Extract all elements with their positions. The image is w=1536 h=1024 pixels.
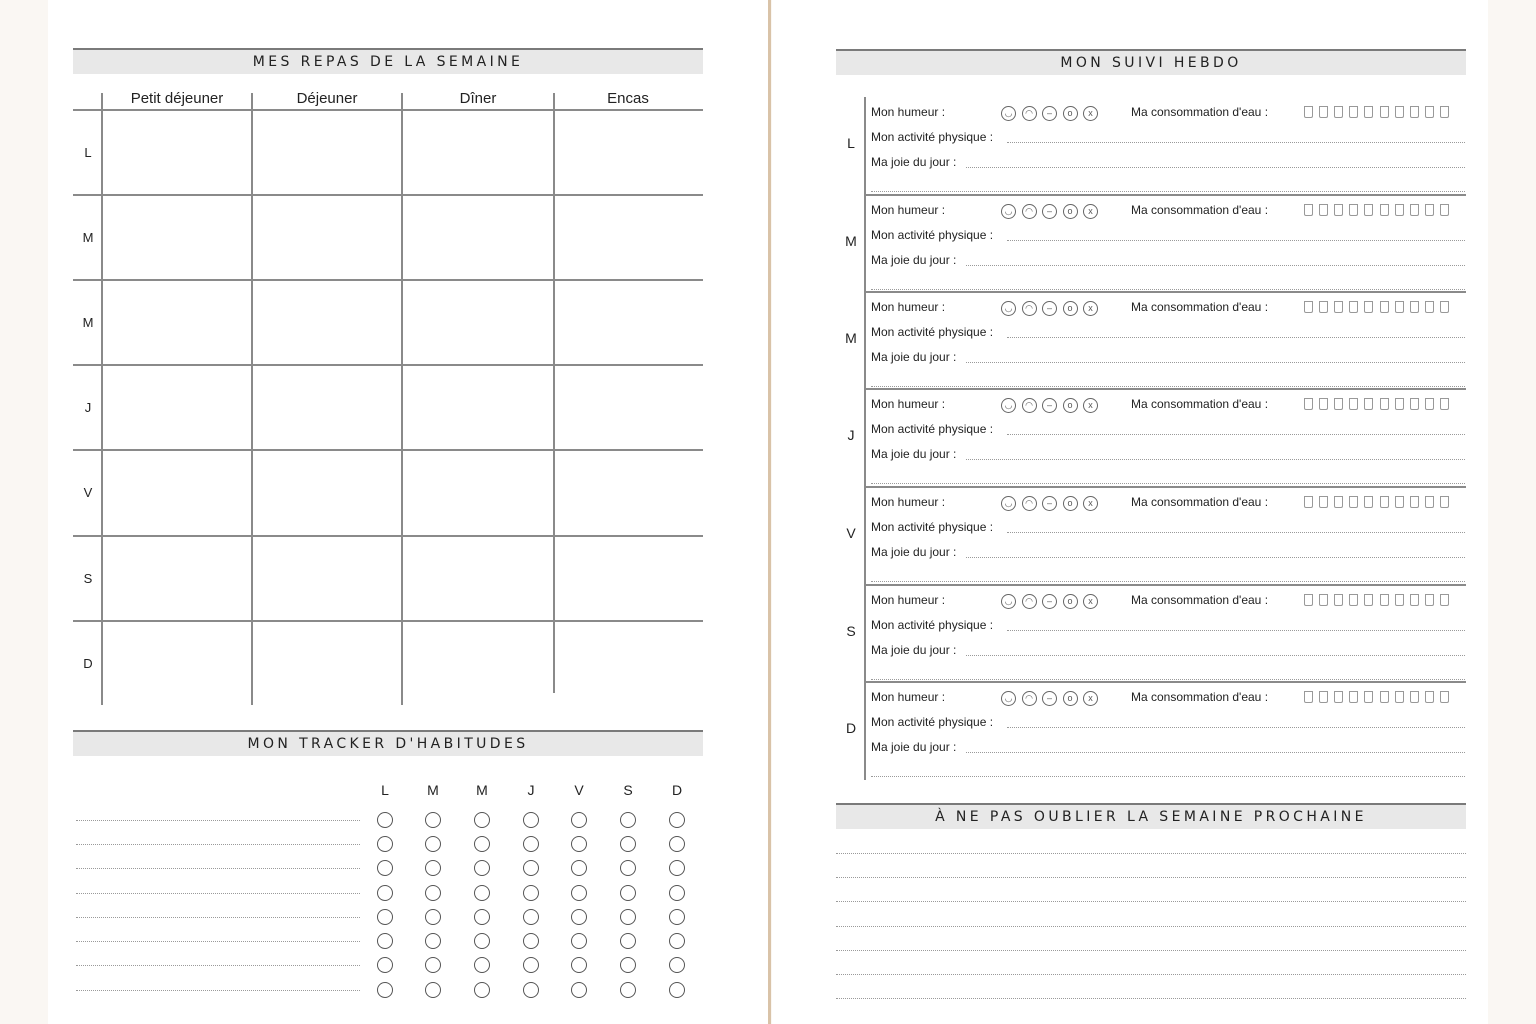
activity-label: Mon activité physique :	[871, 715, 994, 729]
neutral-icon[interactable]: –	[1042, 594, 1057, 609]
habit-checkbox[interactable]	[669, 957, 685, 973]
water-glass-icon[interactable]	[1410, 106, 1419, 118]
habit-checkbox[interactable]	[523, 836, 539, 852]
meal-cell[interactable]	[404, 366, 552, 448]
weekly-day-letter: S	[846, 622, 856, 639]
mood-label: Mon humeur :	[871, 300, 946, 314]
joy-field-extra[interactable]	[871, 679, 1465, 680]
habit-checkbox[interactable]	[620, 982, 636, 998]
water-glass-icon[interactable]	[1380, 691, 1389, 703]
habit-checkbox[interactable]	[571, 909, 587, 925]
habit-checkbox[interactable]	[474, 909, 490, 925]
neutral-icon[interactable]: –	[1042, 496, 1057, 511]
water-glass-icon[interactable]	[1364, 204, 1373, 216]
smile-icon[interactable]: ◡	[1001, 398, 1016, 413]
meal-cell[interactable]	[104, 111, 250, 193]
angry-icon[interactable]: x	[1083, 691, 1098, 706]
habit-checkbox[interactable]	[523, 957, 539, 973]
water-glass-icon[interactable]	[1319, 398, 1328, 410]
water-glass-icon[interactable]	[1349, 301, 1358, 313]
habit-name-field[interactable]	[76, 820, 360, 821]
water-glass-icon[interactable]	[1319, 594, 1328, 606]
water-label: Ma consommation d'eau :	[1131, 203, 1269, 217]
water-glass-icon[interactable]	[1364, 496, 1373, 508]
habit-checkbox[interactable]	[377, 933, 393, 949]
water-glass-icon[interactable]	[1349, 691, 1358, 703]
note-line[interactable]	[836, 926, 1466, 927]
joy-field-extra[interactable]	[871, 289, 1465, 290]
weekly-day-divider	[864, 97, 866, 780]
water-glass-icon[interactable]	[1380, 496, 1389, 508]
sad-icon[interactable]: ◠	[1022, 301, 1037, 316]
joy-field[interactable]	[966, 655, 1465, 656]
habit-day-header: M	[427, 782, 439, 798]
weekly-title: MON SUIVI HEBDO	[836, 49, 1466, 75]
water-glass-icon[interactable]	[1304, 496, 1313, 508]
meal-row-day: S	[83, 570, 93, 586]
water-glass-icon[interactable]	[1304, 398, 1313, 410]
habit-name-field[interactable]	[76, 990, 360, 991]
meal-cell[interactable]	[104, 622, 250, 704]
habit-name-field[interactable]	[76, 941, 360, 942]
surprised-icon[interactable]: o	[1063, 106, 1078, 121]
habit-checkbox[interactable]	[620, 909, 636, 925]
habit-checkbox[interactable]	[571, 860, 587, 876]
water-glass-icon[interactable]	[1380, 594, 1389, 606]
water-glass-icon[interactable]	[1364, 691, 1373, 703]
meal-cell[interactable]	[556, 622, 700, 704]
meal-cell[interactable]	[104, 451, 250, 533]
meal-cell[interactable]	[556, 366, 700, 448]
water-glass-icon[interactable]	[1440, 594, 1449, 606]
mood-label: Mon humeur :	[871, 105, 946, 119]
weekly-day-letter: J	[847, 426, 855, 443]
meal-column-line	[553, 93, 555, 693]
meal-cell[interactable]	[104, 281, 250, 363]
right-page	[772, 0, 1488, 1024]
habit-checkbox[interactable]	[425, 909, 441, 925]
water-glass-icon[interactable]	[1319, 301, 1328, 313]
sad-icon[interactable]: ◠	[1022, 106, 1037, 121]
weekly-day-separator	[866, 584, 1466, 586]
habit-checkbox[interactable]	[523, 909, 539, 925]
habit-checkbox[interactable]	[377, 909, 393, 925]
water-glass-icon[interactable]	[1349, 496, 1358, 508]
habit-checkbox[interactable]	[377, 885, 393, 901]
water-glass-icon[interactable]	[1349, 398, 1358, 410]
habit-checkbox[interactable]	[425, 836, 441, 852]
habit-checkbox[interactable]	[523, 933, 539, 949]
habit-name-field[interactable]	[76, 844, 360, 845]
habit-checkbox[interactable]	[669, 860, 685, 876]
water-glass-icon[interactable]	[1395, 106, 1404, 118]
habit-checkbox[interactable]	[571, 836, 587, 852]
water-label: Ma consommation d'eau :	[1131, 690, 1269, 704]
habit-checkbox[interactable]	[425, 933, 441, 949]
activity-field[interactable]	[1007, 240, 1465, 241]
weekly-day-letter: M	[845, 232, 857, 249]
smile-icon[interactable]: ◡	[1001, 496, 1016, 511]
activity-label: Mon activité physique :	[871, 228, 994, 242]
weekly-day-letter: V	[846, 524, 856, 541]
habit-checkbox[interactable]	[377, 957, 393, 973]
smile-icon[interactable]: ◡	[1001, 301, 1016, 316]
joy-field-extra[interactable]	[871, 581, 1465, 582]
habit-checkbox[interactable]	[571, 885, 587, 901]
water-glass-icon[interactable]	[1425, 691, 1434, 703]
meal-cell[interactable]	[404, 281, 552, 363]
joy-field-extra[interactable]	[871, 386, 1465, 387]
water-glass-icon[interactable]	[1440, 204, 1449, 216]
water-glass-icon[interactable]	[1380, 398, 1389, 410]
note-line[interactable]	[836, 853, 1466, 854]
habit-checkbox[interactable]	[571, 957, 587, 973]
joy-field[interactable]	[966, 752, 1465, 753]
joy-label: Ma joie du jour :	[871, 350, 957, 364]
habit-checkbox[interactable]	[425, 812, 441, 828]
water-glass-icon[interactable]	[1440, 106, 1449, 118]
neutral-icon[interactable]: –	[1042, 398, 1057, 413]
water-glass-icon[interactable]	[1410, 496, 1419, 508]
water-glass-icon[interactable]	[1304, 106, 1313, 118]
meal-cell[interactable]	[254, 196, 400, 278]
water-glass-icon[interactable]	[1380, 204, 1389, 216]
water-glass-icon[interactable]	[1410, 301, 1419, 313]
angry-icon[interactable]: x	[1083, 106, 1098, 121]
habit-name-field[interactable]	[76, 917, 360, 918]
meal-column-line	[101, 93, 103, 705]
meal-cell[interactable]	[404, 622, 552, 704]
smile-icon[interactable]: ◡	[1001, 691, 1016, 706]
water-label: Ma consommation d'eau :	[1131, 495, 1269, 509]
meal-cell[interactable]	[254, 366, 400, 448]
mood-label: Mon humeur :	[871, 397, 946, 411]
smile-icon[interactable]: ◡	[1001, 594, 1016, 609]
water-glass-icon[interactable]	[1334, 301, 1343, 313]
habit-checkbox[interactable]	[377, 836, 393, 852]
habit-checkbox[interactable]	[425, 860, 441, 876]
meal-cell[interactable]	[556, 451, 700, 533]
water-glass-icon[interactable]	[1319, 204, 1328, 216]
note-line[interactable]	[836, 974, 1466, 975]
water-glass-icon[interactable]	[1395, 691, 1404, 703]
meal-cell[interactable]	[404, 196, 552, 278]
habit-checkbox[interactable]	[523, 860, 539, 876]
water-glass-icon[interactable]	[1334, 594, 1343, 606]
habit-checkbox[interactable]	[620, 812, 636, 828]
habit-checkbox[interactable]	[669, 933, 685, 949]
joy-field[interactable]	[966, 167, 1465, 168]
activity-field[interactable]	[1007, 630, 1465, 631]
next-week-title: À NE PAS OUBLIER LA SEMAINE PROCHAINE	[836, 803, 1466, 829]
angry-icon[interactable]: x	[1083, 398, 1098, 413]
meal-column-header: Encas	[607, 90, 649, 107]
weekly-day-letter: M	[845, 329, 857, 346]
water-glass-icon[interactable]	[1440, 691, 1449, 703]
note-line[interactable]	[836, 998, 1466, 999]
habit-day-header: J	[527, 782, 535, 798]
water-glass-icon[interactable]	[1395, 496, 1404, 508]
surprised-icon[interactable]: o	[1063, 594, 1078, 609]
note-line[interactable]	[836, 901, 1466, 902]
smile-icon[interactable]: ◡	[1001, 204, 1016, 219]
water-glass-icon[interactable]	[1319, 691, 1328, 703]
surprised-icon[interactable]: o	[1063, 301, 1078, 316]
water-glass-icon[interactable]	[1425, 301, 1434, 313]
activity-field[interactable]	[1007, 337, 1465, 338]
joy-label: Ma joie du jour :	[871, 740, 957, 754]
water-glass-icon[interactable]	[1319, 106, 1328, 118]
habit-checkbox[interactable]	[669, 885, 685, 901]
mood-label: Mon humeur :	[871, 593, 946, 607]
meal-cell[interactable]	[254, 281, 400, 363]
water-glass-icon[interactable]	[1410, 594, 1419, 606]
habit-checkbox[interactable]	[474, 957, 490, 973]
habit-checkbox[interactable]	[620, 836, 636, 852]
neutral-icon[interactable]: –	[1042, 204, 1057, 219]
joy-label: Ma joie du jour :	[871, 643, 957, 657]
smile-icon[interactable]: ◡	[1001, 106, 1016, 121]
surprised-icon[interactable]: o	[1063, 398, 1078, 413]
water-glass-icon[interactable]	[1410, 691, 1419, 703]
activity-label: Mon activité physique :	[871, 325, 994, 339]
water-glass-icon[interactable]	[1304, 594, 1313, 606]
water-glass-icon[interactable]	[1319, 496, 1328, 508]
note-line[interactable]	[836, 877, 1466, 878]
water-glass-icon[interactable]	[1334, 691, 1343, 703]
weekly-day-separator	[866, 388, 1466, 390]
meal-row-day: D	[83, 655, 93, 671]
water-glass-icon[interactable]	[1334, 204, 1343, 216]
activity-field[interactable]	[1007, 142, 1465, 143]
neutral-icon[interactable]: –	[1042, 301, 1057, 316]
meal-column-header: Déjeuner	[296, 90, 358, 107]
joy-label: Ma joie du jour :	[871, 447, 957, 461]
habit-checkbox[interactable]	[425, 957, 441, 973]
habit-checkbox[interactable]	[571, 933, 587, 949]
habit-name-field[interactable]	[76, 868, 360, 869]
meal-cell[interactable]	[254, 451, 400, 533]
habit-checkbox[interactable]	[620, 957, 636, 973]
joy-field-extra[interactable]	[871, 776, 1465, 777]
habit-checkbox[interactable]	[571, 812, 587, 828]
water-glass-icon[interactable]	[1304, 691, 1313, 703]
habits-title: MON TRACKER D'HABITUDES	[73, 730, 703, 756]
activity-label: Mon activité physique :	[871, 422, 994, 436]
habit-day-header: L	[381, 782, 389, 798]
habit-checkbox[interactable]	[474, 885, 490, 901]
joy-label: Ma joie du jour :	[871, 545, 957, 559]
habit-day-header: V	[574, 782, 584, 798]
activity-field[interactable]	[1007, 727, 1465, 728]
water-label: Ma consommation d'eau :	[1131, 105, 1269, 119]
activity-field[interactable]	[1007, 434, 1465, 435]
habit-checkbox[interactable]	[620, 933, 636, 949]
habit-checkbox[interactable]	[620, 860, 636, 876]
water-glass-icon[interactable]	[1364, 594, 1373, 606]
water-glass-icon[interactable]	[1425, 594, 1434, 606]
angry-icon[interactable]: x	[1083, 594, 1098, 609]
meal-column-line	[401, 93, 403, 705]
meal-row-day: J	[84, 399, 92, 415]
sad-icon[interactable]: ◠	[1022, 691, 1037, 706]
water-glass-icon[interactable]	[1349, 594, 1358, 606]
water-glass-icon[interactable]	[1440, 301, 1449, 313]
joy-field[interactable]	[966, 265, 1465, 266]
meal-row-day: M	[82, 229, 94, 245]
habit-checkbox[interactable]	[474, 860, 490, 876]
water-glass-icon[interactable]	[1364, 106, 1373, 118]
sad-icon[interactable]: ◠	[1022, 496, 1037, 511]
meal-cell[interactable]	[556, 537, 700, 619]
habit-checkbox[interactable]	[669, 909, 685, 925]
surprised-icon[interactable]: o	[1063, 691, 1078, 706]
water-glass-icon[interactable]	[1410, 398, 1419, 410]
water-glass-icon[interactable]	[1440, 398, 1449, 410]
habit-checkbox[interactable]	[523, 812, 539, 828]
surprised-icon[interactable]: o	[1063, 204, 1078, 219]
sad-icon[interactable]: ◠	[1022, 204, 1037, 219]
meal-cell[interactable]	[254, 537, 400, 619]
joy-label: Ma joie du jour :	[871, 253, 957, 267]
water-glass-icon[interactable]	[1425, 496, 1434, 508]
surprised-icon[interactable]: o	[1063, 496, 1078, 511]
habit-checkbox[interactable]	[474, 812, 490, 828]
habit-checkbox[interactable]	[377, 812, 393, 828]
water-glass-icon[interactable]	[1364, 301, 1373, 313]
weekly-day-letter: D	[845, 719, 857, 736]
weekly-day-separator	[866, 486, 1466, 488]
water-label: Ma consommation d'eau :	[1131, 300, 1269, 314]
water-glass-icon[interactable]	[1334, 106, 1343, 118]
habit-name-field[interactable]	[76, 965, 360, 966]
note-line[interactable]	[836, 950, 1466, 951]
water-glass-icon[interactable]	[1395, 301, 1404, 313]
sad-icon[interactable]: ◠	[1022, 398, 1037, 413]
meal-row-day: V	[83, 484, 93, 500]
meal-column-header: Dîner	[459, 90, 497, 107]
joy-field-extra[interactable]	[871, 483, 1465, 484]
mood-label: Mon humeur :	[871, 203, 946, 217]
habit-checkbox[interactable]	[377, 982, 393, 998]
habit-day-header: M	[476, 782, 488, 798]
habit-checkbox[interactable]	[669, 812, 685, 828]
habit-checkbox[interactable]	[474, 933, 490, 949]
water-glass-icon[interactable]	[1334, 398, 1343, 410]
water-glass-icon[interactable]	[1395, 204, 1404, 216]
meal-cell[interactable]	[104, 537, 250, 619]
water-glass-icon[interactable]	[1425, 204, 1434, 216]
meal-cell[interactable]	[104, 196, 250, 278]
water-glass-icon[interactable]	[1380, 106, 1389, 118]
angry-icon[interactable]: x	[1083, 204, 1098, 219]
mood-label: Mon humeur :	[871, 690, 946, 704]
water-glass-icon[interactable]	[1410, 204, 1419, 216]
habit-day-header: D	[671, 782, 683, 798]
habit-checkbox[interactable]	[620, 885, 636, 901]
activity-label: Mon activité physique :	[871, 520, 994, 534]
joy-field[interactable]	[966, 459, 1465, 460]
habit-checkbox[interactable]	[474, 836, 490, 852]
habit-day-header: S	[623, 782, 633, 798]
habit-checkbox[interactable]	[523, 982, 539, 998]
water-glass-icon[interactable]	[1395, 594, 1404, 606]
joy-field[interactable]	[966, 557, 1465, 558]
meal-cell[interactable]	[254, 111, 400, 193]
meal-column-header: Petit déjeuner	[130, 90, 224, 107]
habit-checkbox[interactable]	[523, 885, 539, 901]
habit-checkbox[interactable]	[571, 982, 587, 998]
habit-checkbox[interactable]	[425, 982, 441, 998]
meal-cell[interactable]	[404, 111, 552, 193]
meal-cell[interactable]	[404, 537, 552, 619]
joy-field-extra[interactable]	[871, 191, 1465, 192]
weekly-day-letter: L	[847, 134, 855, 151]
meal-cell[interactable]	[104, 366, 250, 448]
weekly-day-separator	[866, 681, 1466, 683]
meal-column-line	[251, 93, 253, 705]
joy-label: Ma joie du jour :	[871, 155, 957, 169]
meal-cell[interactable]	[556, 111, 700, 193]
habit-checkbox[interactable]	[669, 836, 685, 852]
mood-label: Mon humeur :	[871, 495, 946, 509]
water-glass-icon[interactable]	[1364, 398, 1373, 410]
habit-checkbox[interactable]	[669, 982, 685, 998]
water-label: Ma consommation d'eau :	[1131, 397, 1269, 411]
weekly-day-separator	[866, 291, 1466, 293]
angry-icon[interactable]: x	[1083, 301, 1098, 316]
sad-icon[interactable]: ◠	[1022, 594, 1037, 609]
water-glass-icon[interactable]	[1304, 204, 1313, 216]
meal-cell[interactable]	[254, 622, 400, 704]
water-glass-icon[interactable]	[1349, 106, 1358, 118]
water-glass-icon[interactable]	[1395, 398, 1404, 410]
habit-checkbox[interactable]	[425, 885, 441, 901]
habit-checkbox[interactable]	[377, 860, 393, 876]
meals-title: MES REPAS DE LA SEMAINE	[73, 48, 703, 74]
water-label: Ma consommation d'eau :	[1131, 593, 1269, 607]
water-glass-icon[interactable]	[1334, 496, 1343, 508]
water-glass-icon[interactable]	[1425, 106, 1434, 118]
page-spine	[768, 0, 771, 1024]
joy-field[interactable]	[966, 362, 1465, 363]
meal-cell[interactable]	[404, 451, 552, 533]
water-glass-icon[interactable]	[1380, 301, 1389, 313]
water-glass-icon[interactable]	[1304, 301, 1313, 313]
neutral-icon[interactable]: –	[1042, 106, 1057, 121]
water-glass-icon[interactable]	[1440, 496, 1449, 508]
activity-field[interactable]	[1007, 532, 1465, 533]
meal-row-day: M	[82, 314, 94, 330]
habit-name-field[interactable]	[76, 893, 360, 894]
meal-row-day: L	[84, 144, 92, 160]
activity-label: Mon activité physique :	[871, 130, 994, 144]
water-glass-icon[interactable]	[1349, 204, 1358, 216]
meal-cell[interactable]	[556, 281, 700, 363]
weekly-day-separator	[866, 194, 1466, 196]
activity-label: Mon activité physique :	[871, 618, 994, 632]
habit-checkbox[interactable]	[474, 982, 490, 998]
neutral-icon[interactable]: –	[1042, 691, 1057, 706]
angry-icon[interactable]: x	[1083, 496, 1098, 511]
meal-cell[interactable]	[556, 196, 700, 278]
water-glass-icon[interactable]	[1425, 398, 1434, 410]
